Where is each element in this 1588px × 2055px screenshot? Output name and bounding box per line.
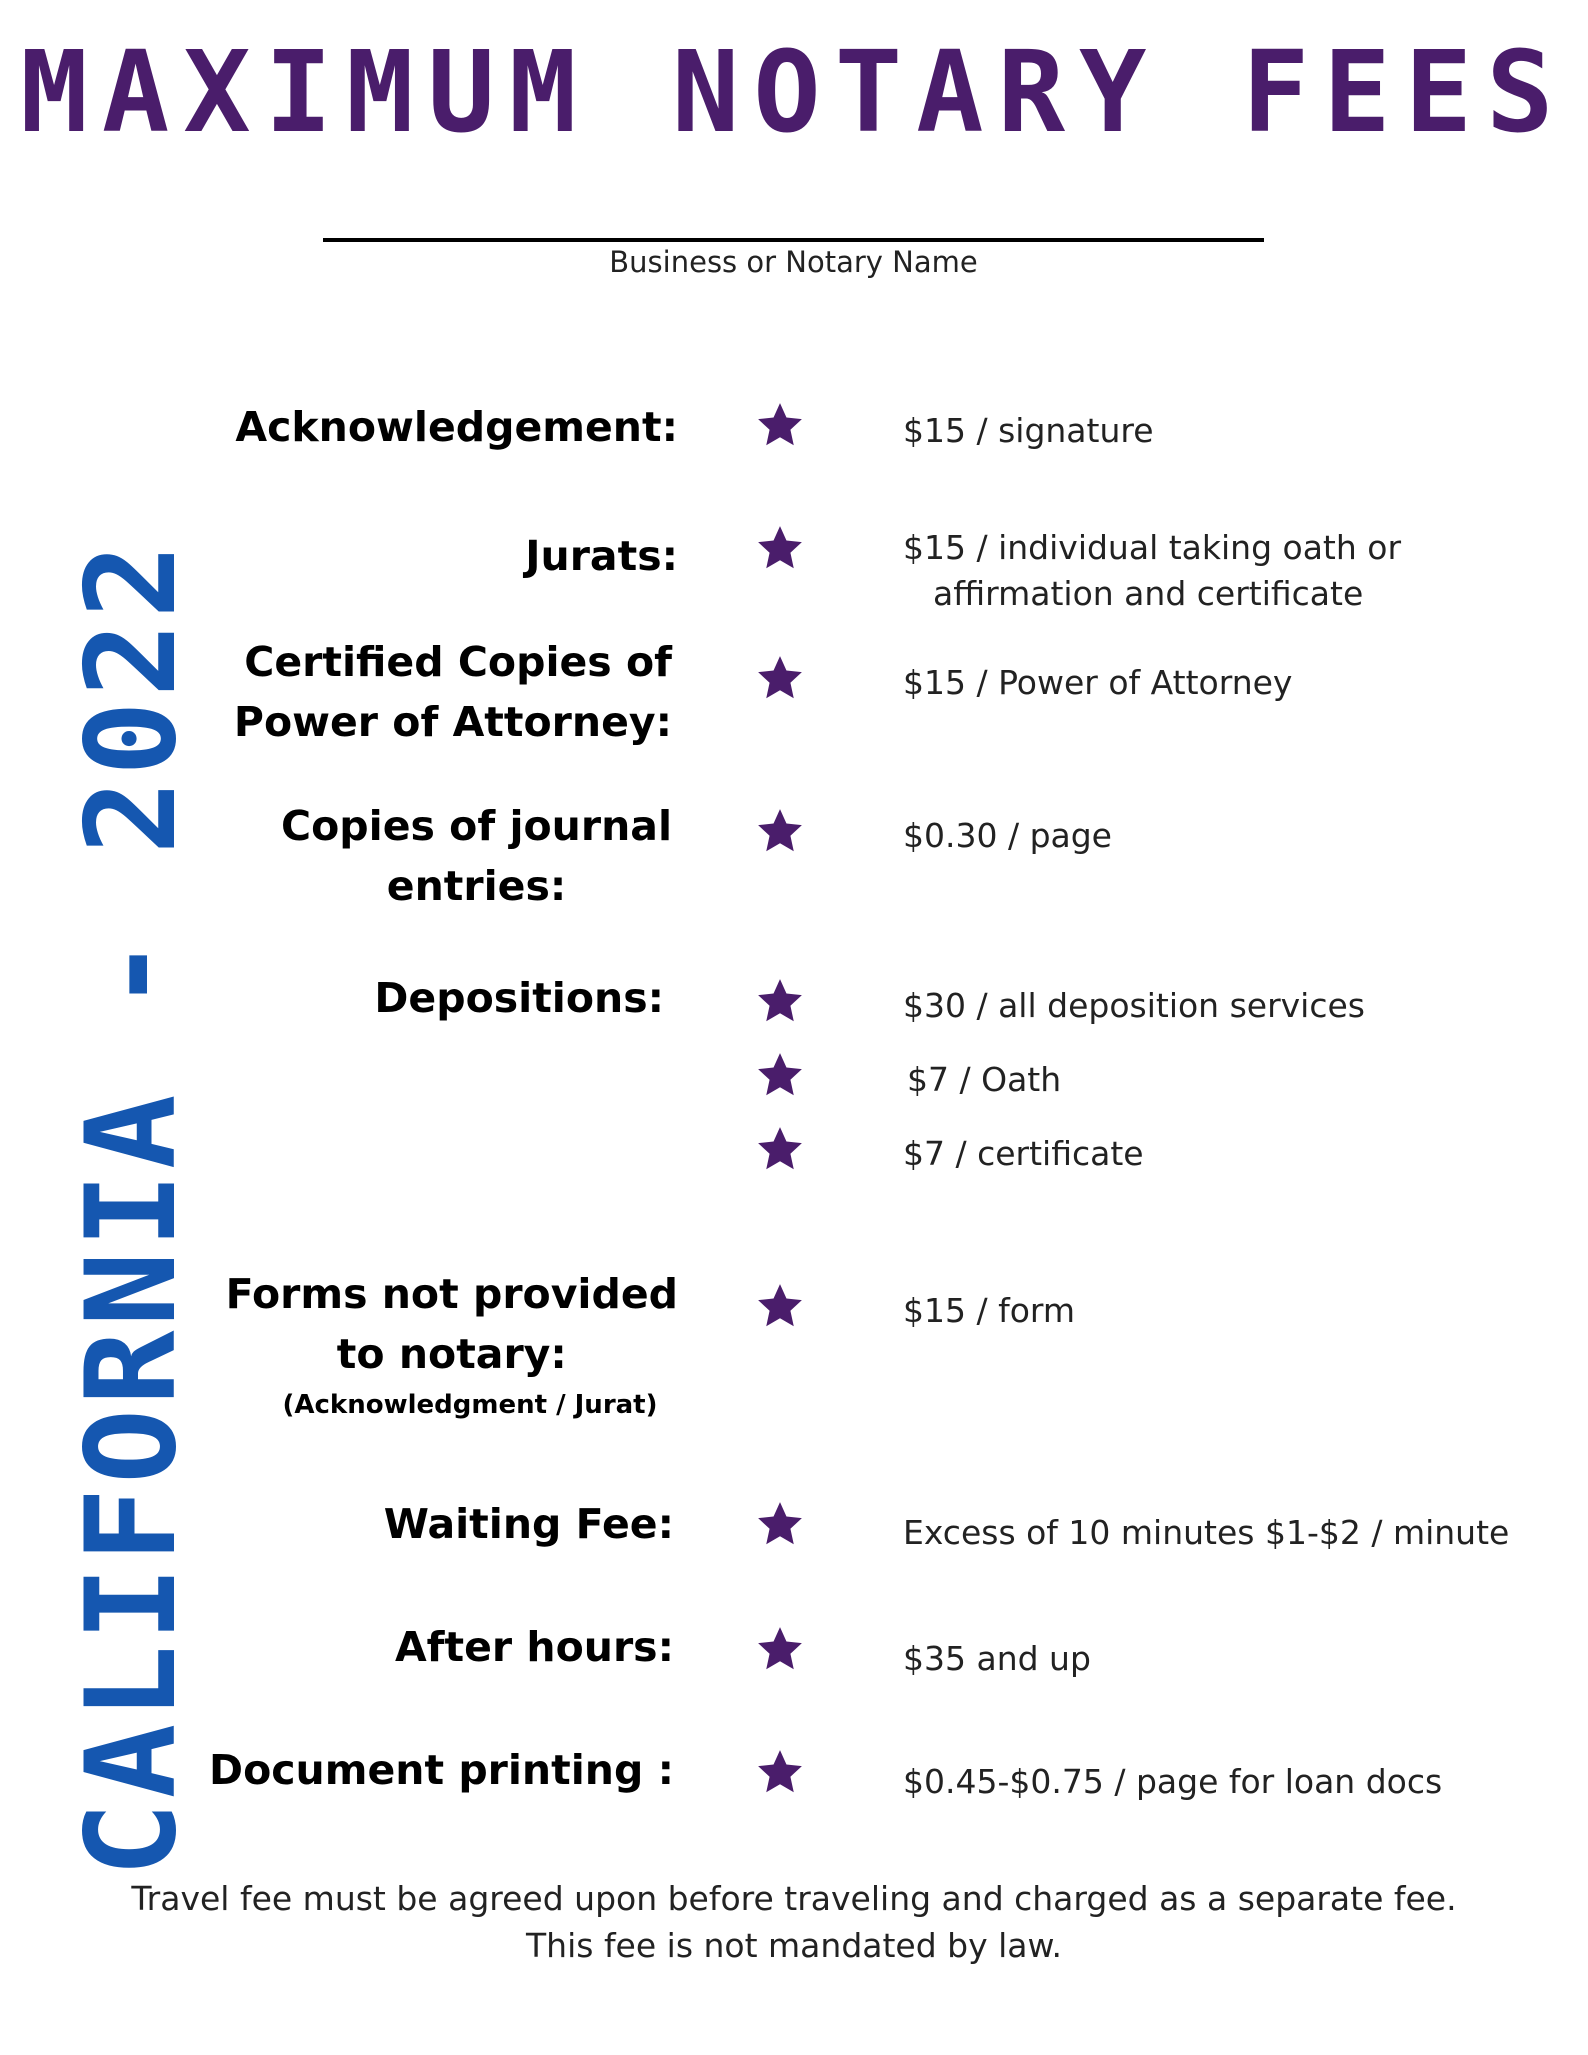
label-line: to notary:: [336, 1330, 567, 1378]
fee-label-waiting: Waiting Fee:: [383, 1500, 674, 1548]
fee-value-depositions: $30 / all deposition services: [903, 986, 1365, 1025]
label-line: Forms not provided: [225, 1270, 678, 1318]
fee-value-forms: $15 / form: [903, 1291, 1076, 1330]
star-icon: [755, 1747, 805, 1797]
footer-note: [0, 1875, 1588, 1969]
fee-label-after-hours: After hours:: [394, 1623, 674, 1671]
star-icon: [755, 976, 805, 1026]
label-line: Certified Copies of: [244, 638, 672, 686]
fee-label-acknowledgement: Acknowledgement:: [235, 403, 678, 451]
star-icon: [755, 523, 805, 573]
star-icon: [755, 806, 805, 856]
fee-sublabel-forms: (Acknowledgment / Jurat): [282, 1390, 658, 1420]
label-line: entries:: [386, 862, 567, 910]
fee-value-certified-copies: $15 / Power of Attorney: [903, 663, 1293, 702]
fee-value-line: affirmation and certificate: [933, 574, 1364, 613]
label-line: Copies of journal: [281, 802, 672, 850]
fee-label-depositions: Depositions:: [374, 974, 664, 1022]
side-title: CALIFORNIA - 2022: [60, 539, 204, 1877]
fee-label-journal-copies: [281, 796, 672, 916]
fee-value-oath: $7 / Oath: [907, 1060, 1062, 1099]
fee-value-jurats: [903, 525, 1401, 617]
star-icon: [755, 653, 805, 703]
fee-value-acknowledgement: $15 / signature: [903, 411, 1154, 450]
name-caption: Business or Notary Name: [609, 245, 978, 279]
star-icon: [755, 1281, 805, 1331]
fee-value-document-printing: $0.45-$0.75 / page for loan docs: [903, 1762, 1443, 1801]
signature-line: [323, 238, 1264, 242]
page-title: MAXIMUM NOTARY FEES: [20, 28, 1568, 158]
footer-line: This fee is not mandated by law.: [526, 1926, 1062, 1965]
fee-value-line: $15 / individual taking oath or: [903, 528, 1402, 567]
star-icon: [755, 1124, 805, 1174]
fee-value-certificate: $7 / certificate: [903, 1134, 1144, 1173]
fee-label-document-printing: Document printing :: [209, 1746, 674, 1794]
star-icon: [755, 1050, 805, 1100]
label-line: Power of Attorney:: [233, 698, 672, 746]
fee-value-waiting: Excess of 10 minutes $1-$2 / minute: [903, 1513, 1510, 1552]
star-icon: [755, 1624, 805, 1674]
star-icon: [755, 400, 805, 450]
fee-label-forms: [226, 1264, 678, 1384]
fee-value-after-hours: $35 and up: [903, 1639, 1091, 1678]
fee-label-jurats: Jurats:: [525, 532, 678, 580]
footer-line: Travel fee must be agreed upon before traveling and charged as a separate fee.: [131, 1879, 1457, 1918]
star-icon: [755, 1499, 805, 1549]
fee-label-certified-copies: [234, 632, 672, 752]
fee-value-journal-copies: $0.30 / page: [903, 816, 1112, 855]
